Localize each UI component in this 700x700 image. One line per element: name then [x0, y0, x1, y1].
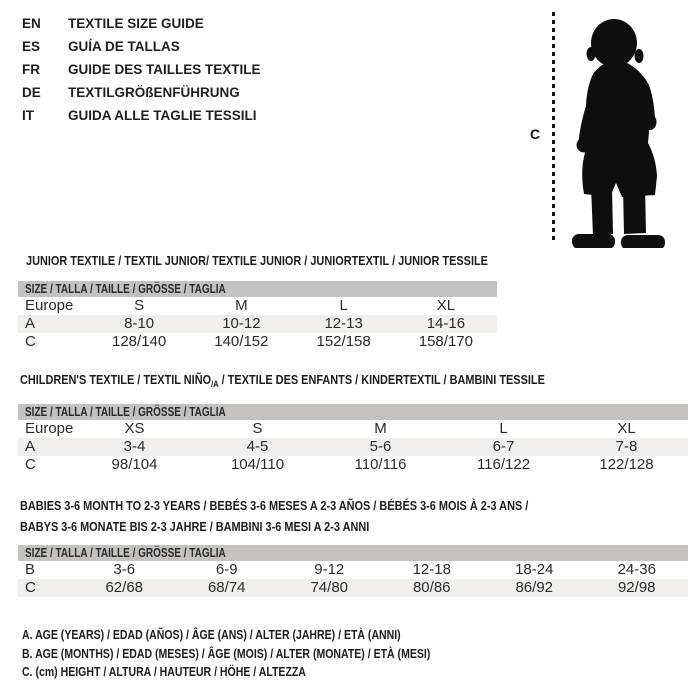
- language-list: [22, 12, 261, 127]
- section-heading-text: [20, 516, 369, 537]
- table-row: [18, 438, 688, 456]
- table-cell: 9-12: [314, 561, 345, 578]
- legend-text: B. AGE (MONTHS) / EDAD (MESES) / ÂGE (MOIS) / ALTER (MONATE) / ETÀ (MESI): [22, 645, 431, 661]
- junior-section-heading: [26, 250, 576, 271]
- row-label-cell: Europe: [25, 297, 74, 314]
- babies-size-table: [18, 545, 688, 597]
- table-cell: 18-24: [515, 561, 554, 578]
- row-label-cell: A: [25, 315, 36, 332]
- table-cell: 5-6: [369, 438, 392, 455]
- legend-text: A. AGE (YEARS) / EDAD (AÑOS) / ÂGE (ANS) / ALTER (JAHRE) / ETÀ (ANNI): [22, 627, 401, 642]
- table-cell: 86/92: [515, 579, 554, 596]
- table-row: [18, 297, 497, 315]
- language-row: [22, 35, 261, 58]
- legend-text: C. (cm) HEIGHT / ALTURA / HAUTEUR / HÖHE / ALTEZZA: [22, 664, 306, 679]
- table-cell: XL: [617, 420, 636, 437]
- table-cell: 12-13: [324, 315, 363, 332]
- table-row: [18, 579, 688, 597]
- language-code: IT: [22, 108, 34, 123]
- table-row: [18, 561, 688, 579]
- toddler-silhouette-icon: [555, 6, 667, 248]
- table-cell: 140/152: [214, 333, 269, 350]
- table-cell: 158/170: [418, 333, 473, 350]
- table-cell: 12-18: [412, 561, 451, 578]
- legend-line: [22, 645, 526, 664]
- heading-part: CHILDREN'S TEXTILE / TEXTIL NIÑO: [20, 372, 212, 387]
- table-cell: 3-4: [123, 438, 146, 455]
- table-row: [18, 420, 688, 438]
- size-table-header-bar: [18, 404, 688, 420]
- table-cell: 6-9: [215, 561, 238, 578]
- row-label-cell: C: [25, 456, 36, 473]
- heading-part: BABIES 3-6 MONTH TO 2-3 YEARS / BEBÉS 3-6 MESES A 2-3 AÑOS / BÉBÉS 3-6 MOIS À 2-3 ANS /: [20, 498, 529, 513]
- heading-part: / TEXTILE DES ENFANTS / KINDERTEXTIL / BAMBINI TESSILE: [218, 372, 545, 387]
- table-cell: 80/86: [412, 579, 451, 596]
- table-cell: S: [134, 297, 145, 314]
- language-title: GUÍA DE TALLAS: [68, 39, 180, 54]
- size-table-header-bar: [18, 545, 688, 561]
- size-table-header-bar: [18, 281, 497, 297]
- language-title: TEXTILGRÖßENFÜHRUNG: [68, 85, 240, 100]
- language-code: ES: [22, 39, 41, 54]
- table-cell: 98/104: [111, 456, 158, 473]
- table-cell: 128/140: [112, 333, 167, 350]
- legend-line: [22, 663, 526, 682]
- measure-c-label: C: [530, 126, 541, 142]
- table-cell: 14-16: [426, 315, 466, 332]
- children-size-table: [18, 404, 688, 474]
- section-heading-text: [26, 250, 488, 271]
- language-code: EN: [22, 16, 41, 31]
- table-cell: 3-6: [113, 561, 136, 578]
- table-cell: 7-8: [615, 438, 638, 455]
- row-label-cell: Europe: [25, 420, 74, 437]
- table-cell: XL: [436, 297, 456, 314]
- table-cell: L: [339, 297, 348, 314]
- children-section-heading: [20, 369, 645, 390]
- section-heading-text: [20, 495, 528, 516]
- table-cell: 62/68: [105, 579, 144, 596]
- table-cell: 8-10: [124, 315, 155, 332]
- language-row: [22, 12, 261, 35]
- table-cell: S: [252, 420, 263, 437]
- table-row: [18, 333, 497, 351]
- table-cell: M: [235, 297, 248, 314]
- table-cell: 10-12: [222, 315, 261, 332]
- table-cell: 152/158: [316, 333, 371, 350]
- heading-subscript: /A: [211, 379, 219, 389]
- size-table-header-text: SIZE / TALLA / TAILLE / GRÖSSE / TAGLIA: [25, 405, 226, 419]
- table-cell: 68/74: [207, 579, 246, 596]
- row-label-cell: B: [25, 561, 36, 578]
- language-title: TEXTILE SIZE GUIDE: [68, 16, 204, 31]
- babies-section-heading: [20, 495, 625, 537]
- table-cell: L: [499, 420, 508, 437]
- language-title: GUIDA ALLE TAGLIE TESSILI: [68, 108, 257, 123]
- table-cell: XS: [124, 420, 145, 437]
- language-row: [22, 81, 261, 104]
- language-code: DE: [22, 85, 41, 100]
- row-label-cell: A: [25, 438, 36, 455]
- table-cell: 4-5: [246, 438, 269, 455]
- row-label-cell: C: [25, 333, 36, 350]
- size-table-header-text: SIZE / TALLA / TAILLE / GRÖSSE / TAGLIA: [25, 282, 226, 296]
- heading-part: JUNIOR TEXTILE / TEXTIL JUNIOR/ TEXTILE JUNIOR / JUNIORTEXTIL / JUNIOR TESSILE: [26, 253, 488, 268]
- section-heading-line: [20, 369, 645, 390]
- language-code: FR: [22, 62, 40, 77]
- table-row: [18, 315, 497, 333]
- section-heading-line: [20, 495, 625, 516]
- table-cell: 92/98: [617, 579, 656, 596]
- size-table-header-text: SIZE / TALLA / TAILLE / GRÖSSE / TAGLIA: [25, 546, 226, 560]
- table-cell: 6-7: [492, 438, 515, 455]
- table-row: [18, 456, 688, 474]
- measure-legend: [22, 626, 526, 682]
- language-row: [22, 58, 261, 81]
- table-cell: 104/110: [230, 456, 285, 473]
- table-cell: 122/128: [599, 456, 654, 473]
- language-row: [22, 104, 261, 127]
- row-label-cell: C: [25, 579, 36, 596]
- heading-part: BABYS 3-6 MONATE BIS 2-3 JAHRE / BAMBINI 3-6 MESI A 2-3 ANNI: [20, 519, 370, 534]
- legend-line: [22, 626, 526, 645]
- table-cell: M: [374, 420, 387, 437]
- table-cell: 110/116: [354, 456, 407, 473]
- language-title: GUIDE DES TAILLES TEXTILE: [68, 62, 261, 77]
- table-cell: 116/122: [476, 456, 531, 473]
- section-heading-line: [26, 250, 576, 271]
- section-heading-line: [20, 516, 625, 537]
- table-cell: 74/80: [310, 579, 349, 596]
- section-heading-text: [20, 369, 545, 395]
- junior-size-table: [18, 281, 497, 351]
- table-cell: 24-36: [617, 561, 656, 578]
